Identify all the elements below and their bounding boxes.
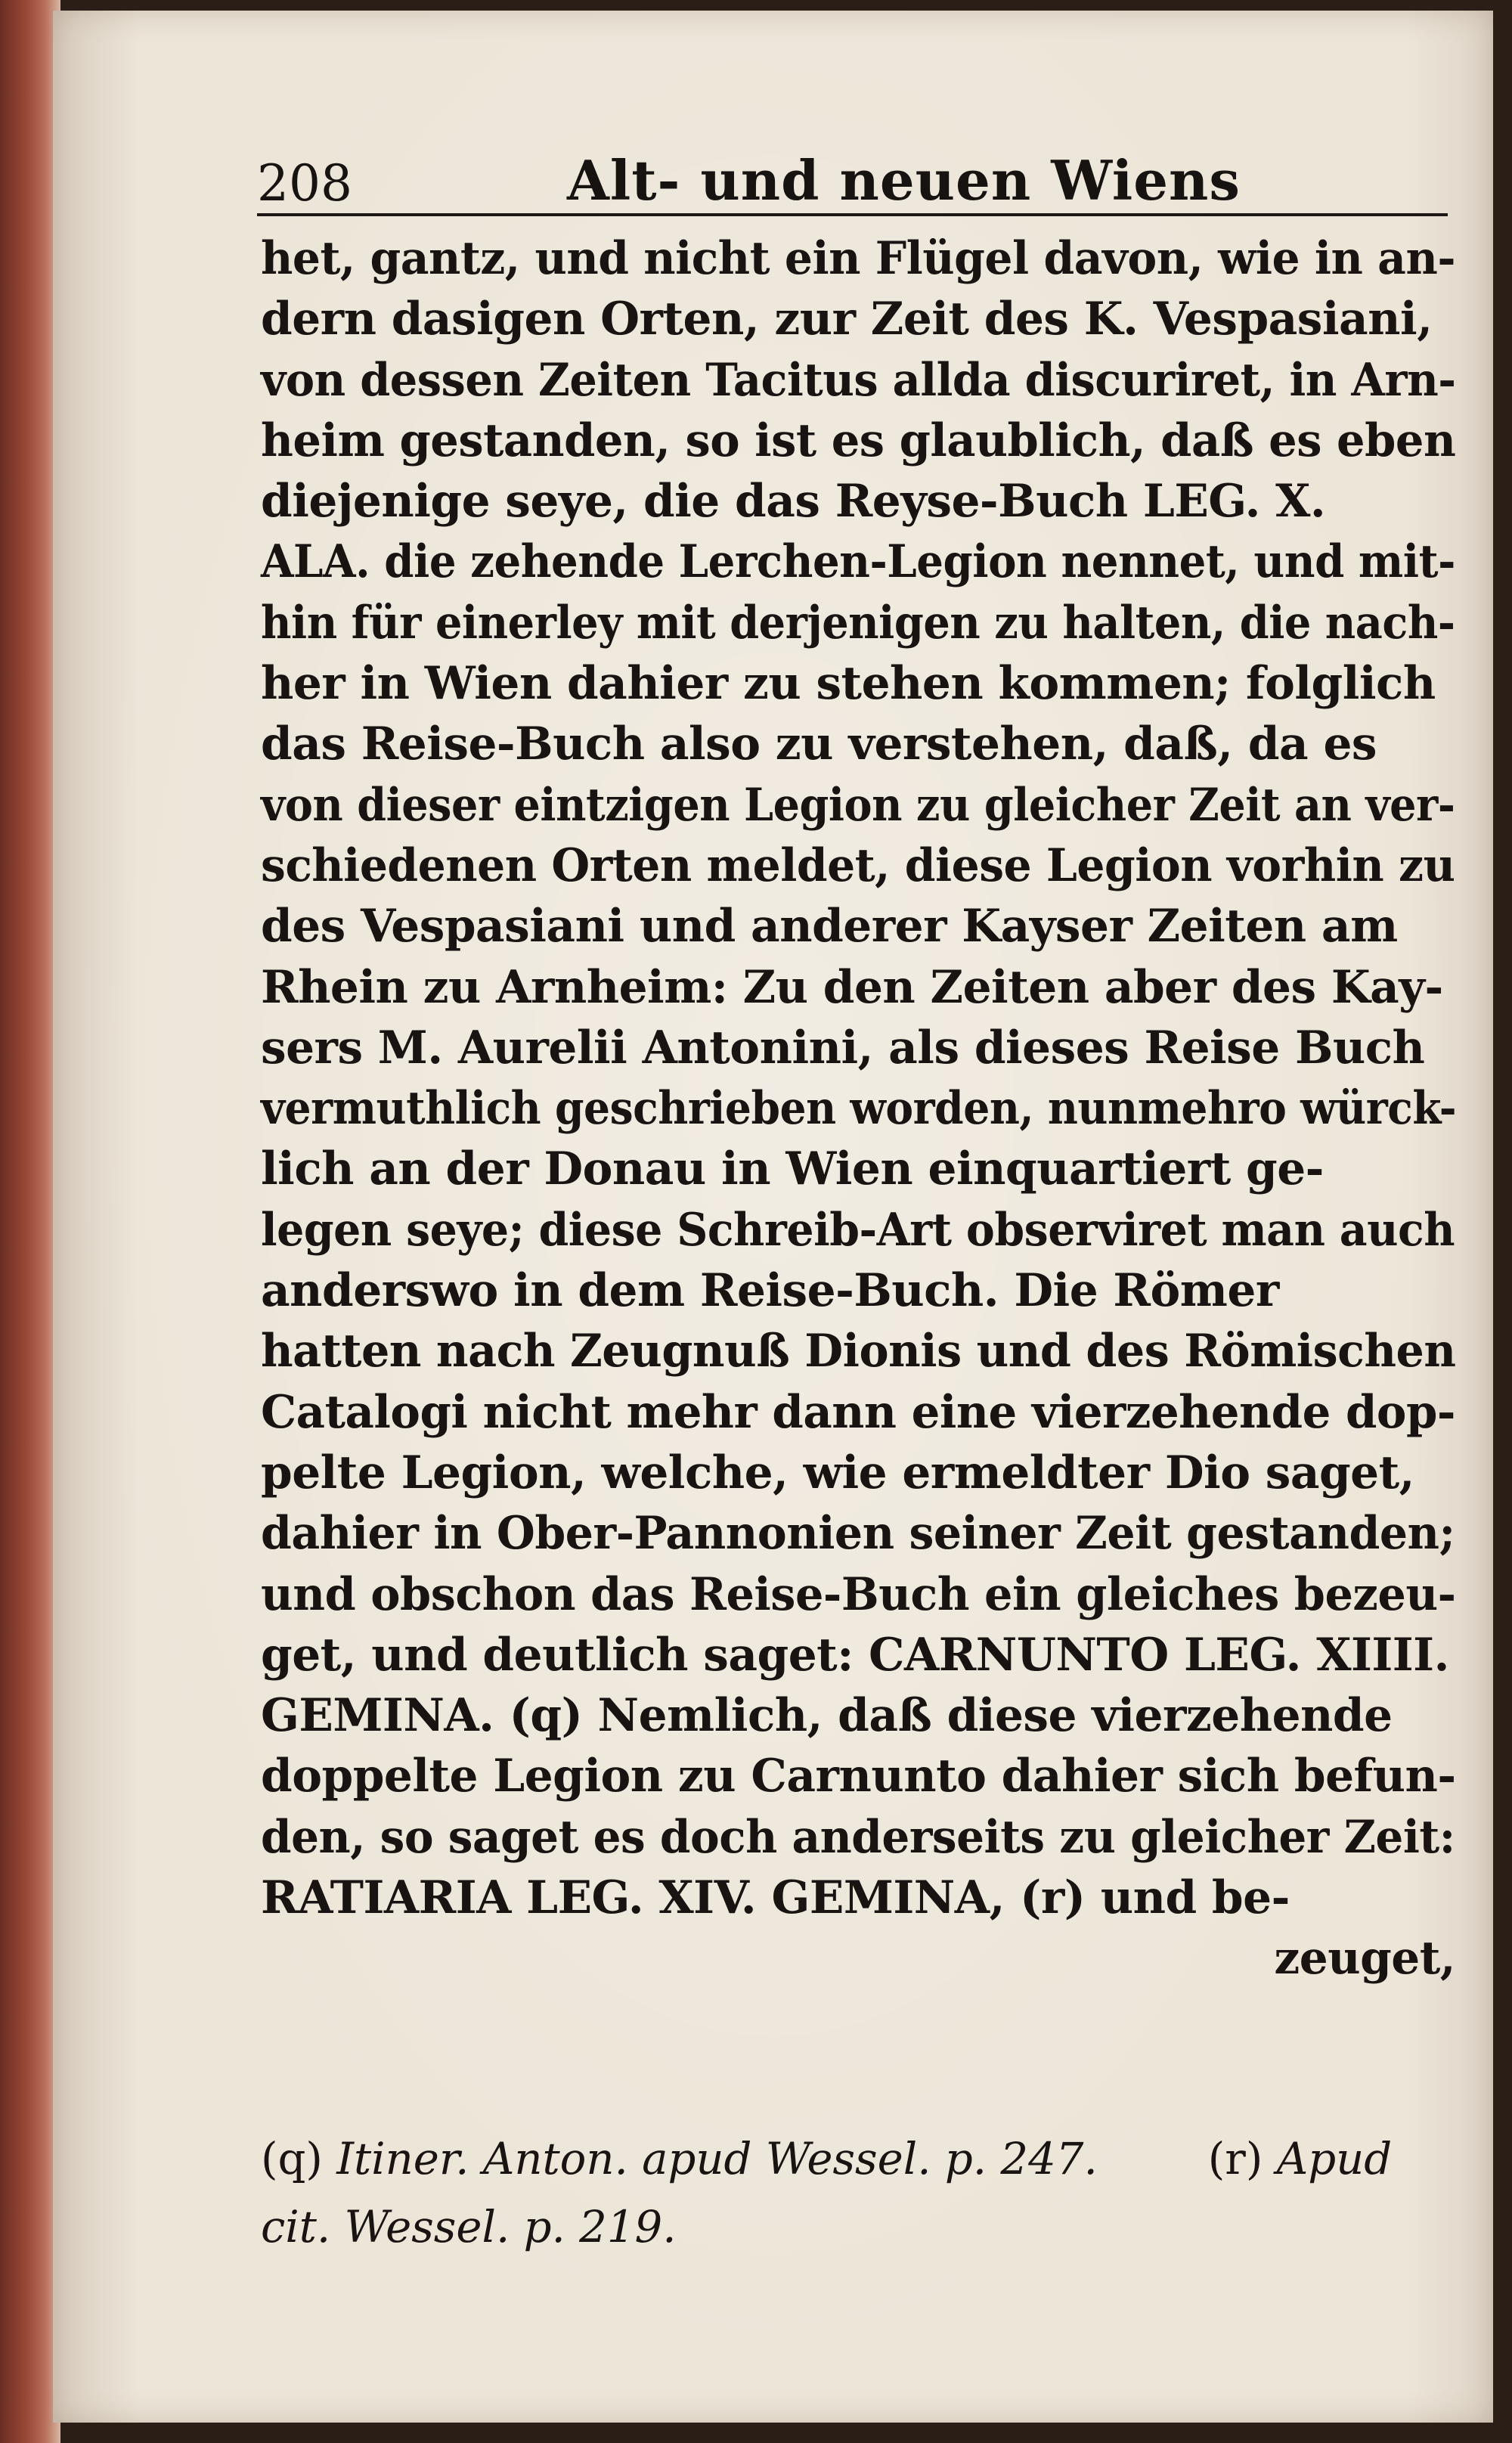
- text-line: und obschon das Reise-Buch ein gleiches bezeu-: [261, 1567, 1456, 1621]
- text-line: von dessen Zeiten Tacitus allda discuriret, in Arn-: [261, 353, 1456, 407]
- text-line: get, und deutlich saget: CARNUNTO LEG. XIIII.: [261, 1628, 1449, 1682]
- text-line: heim gestanden, so ist es glaublich, daß es eben: [261, 414, 1456, 467]
- text-line: her in Wien dahier zu stehen kommen; folglich: [261, 657, 1436, 711]
- footnote-r-marker: (r): [1207, 2133, 1263, 2184]
- catchword: zeuget,: [1274, 1932, 1456, 1986]
- text-line: het, gantz, und nicht ein Flügel davon, wie in an-: [261, 232, 1456, 285]
- text-line: des Vespasiani und anderer Kayser Zeiten am: [261, 900, 1398, 953]
- page-number: 208: [257, 154, 352, 212]
- page-header: [257, 141, 1459, 216]
- footnote-line: [261, 2125, 1455, 2193]
- book-edge: [0, 0, 60, 2443]
- text-line: dern dasigen Orten, zur Zeit des K. Vespasiani,: [261, 293, 1433, 346]
- text-line: ALA. die zehende Lerchen-Legion nennet, und mit-: [261, 535, 1455, 589]
- text-line: RATIARIA LEG. XIV. GEMINA, (r) und be-: [261, 1871, 1290, 1925]
- text-line: sers M. Aurelii Antonini, als dieses Reise Buch: [261, 1021, 1425, 1074]
- text-line: dahier in Ober-Pannonien seiner Zeit gestanden;: [261, 1507, 1455, 1561]
- text-line: diejenige seye, die das Reyse-Buch LEG. X.: [261, 475, 1326, 529]
- main-text: [261, 228, 1463, 1989]
- text-line: hatten nach Zeugnuß Dionis und des Römischen: [261, 1325, 1456, 1378]
- footnote-q-text: Itiner. Anton. apud Wessel. p. 247.: [336, 2133, 1098, 2184]
- text-line: pelte Legion, welche, wie ermeldter Dio saget,: [261, 1446, 1414, 1499]
- text-line: vermuthlich geschrieben worden, nunmehro würck-: [261, 1082, 1457, 1136]
- text-line: lich an der Donau in Wien einquartiert ge-: [261, 1142, 1324, 1196]
- text-line: legen seye; diese Schreib-Art observiret man auch: [261, 1203, 1455, 1257]
- text-line: schiedenen Orten meldet, diese Legion vorhin zu: [261, 839, 1455, 892]
- footnote-r-continuation: cit. Wessel. p. 219.: [261, 2201, 677, 2252]
- footnote-line: [261, 2193, 1455, 2261]
- text-line: Catalogi nicht mehr dann eine vierzehende dop-: [261, 1385, 1456, 1439]
- text-line: GEMINA. (q) Nemlich, daß diese vierzehende: [261, 1689, 1393, 1743]
- header-rule: [257, 213, 1448, 216]
- text-line: doppelte Legion zu Carnunto dahier sich befun-: [261, 1750, 1456, 1803]
- text-line: den, so saget es doch anderseits zu gleicher Zeit:: [261, 1810, 1455, 1864]
- text-line: das Reise-Buch also zu verstehen, daß, da es: [261, 718, 1377, 771]
- text-line: anderswo in dem Reise-Buch. Die Römer: [261, 1264, 1279, 1318]
- running-head: Alt- und neuen Wiens: [567, 148, 1241, 212]
- show-through-decoration: [204, 2007, 1399, 2038]
- footnote-r-text: Apud: [1276, 2133, 1393, 2184]
- text-line: Rhein zu Arnheim: Zu den Zeiten aber des Kay-: [261, 960, 1443, 1014]
- text-line: von dieser eintzigen Legion zu gleicher Zeit an ver-: [261, 778, 1455, 832]
- text-line: hin für einerley mit derjenigen zu halten, die nach-: [261, 596, 1455, 650]
- footnotes: [261, 2125, 1463, 2261]
- footnote-q-marker: (q): [261, 2133, 323, 2184]
